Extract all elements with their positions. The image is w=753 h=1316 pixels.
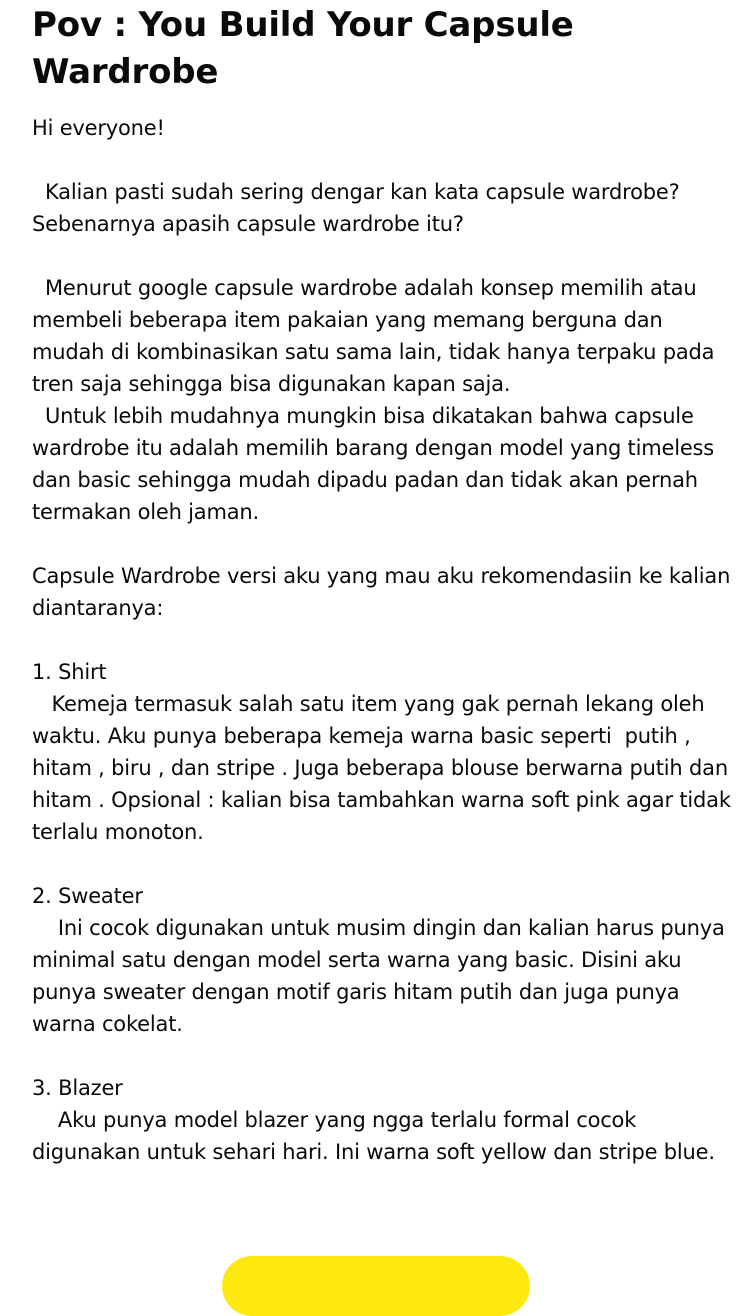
floating-action-button[interactable] <box>222 1256 530 1316</box>
item-heading: 3. Blazer <box>32 1076 123 1100</box>
item-heading: 1. Shirt <box>32 660 107 684</box>
paragraph-spacer <box>32 240 733 272</box>
paragraph-spacer <box>32 624 733 656</box>
article-title: Pov : You Build Your Capsule Wardrobe <box>32 5 574 92</box>
paragraph-spacer <box>32 1040 733 1072</box>
item-description: Kemeja termasuk salah satu item yang gak pernah lekang oleh waktu. Aku punya beberapa kemeja warna basic seperti putih , hitam , biru , dan stripe . Juga beberapa blouse berwarna putih dan hitam . Opsional : kalian bisa tambahkan warna soft pink agar tidak terlalu monoton. <box>32 692 738 844</box>
paragraph-spacer <box>32 848 733 880</box>
greeting-text: Hi everyone! <box>32 116 165 140</box>
item-description: Aku punya model blazer yang ngga terlalu formal cocok digunakan untuk sehari hari. Ini warna soft yellow dan stripe blue. <box>32 1108 715 1164</box>
item-heading: 2. Sweater <box>32 884 143 908</box>
paragraph-spacer <box>32 144 733 176</box>
simplification-paragraph: Untuk lebih mudahnya mungkin bisa dikatakan bahwa capsule wardrobe itu adalah memilih barang dengan model yang timeless dan basic sehingga mudah dipadu padan dan tidak akan pernah termakan oleh jaman. <box>32 404 721 524</box>
definition-paragraph: Menurut google capsule wardrobe adalah konsep memilih atau membeli beberapa item pakaian yang memang berguna dan mudah di kombinasikan satu sama lain, tidak hanya terpaku pada tren saja sehingga bisa digunakan kapan saja. <box>32 276 721 396</box>
list-intro-paragraph: Capsule Wardrobe versi aku yang mau aku rekomendasiin ke kalian diantaranya: <box>32 564 737 620</box>
intro-paragraph: Kalian pasti sudah sering dengar kan kata capsule wardrobe? Sebenarnya apasih capsule wardrobe itu? <box>32 180 687 236</box>
paragraph-spacer <box>32 528 733 560</box>
item-description: Ini cocok digunakan untuk musim dingin dan kalian harus punya minimal satu dengan model serta warna yang basic. Disini aku punya sweater dengan motif garis hitam putih dan juga punya warna cokelat. <box>32 916 732 1036</box>
article-body <box>32 112 738 1168</box>
